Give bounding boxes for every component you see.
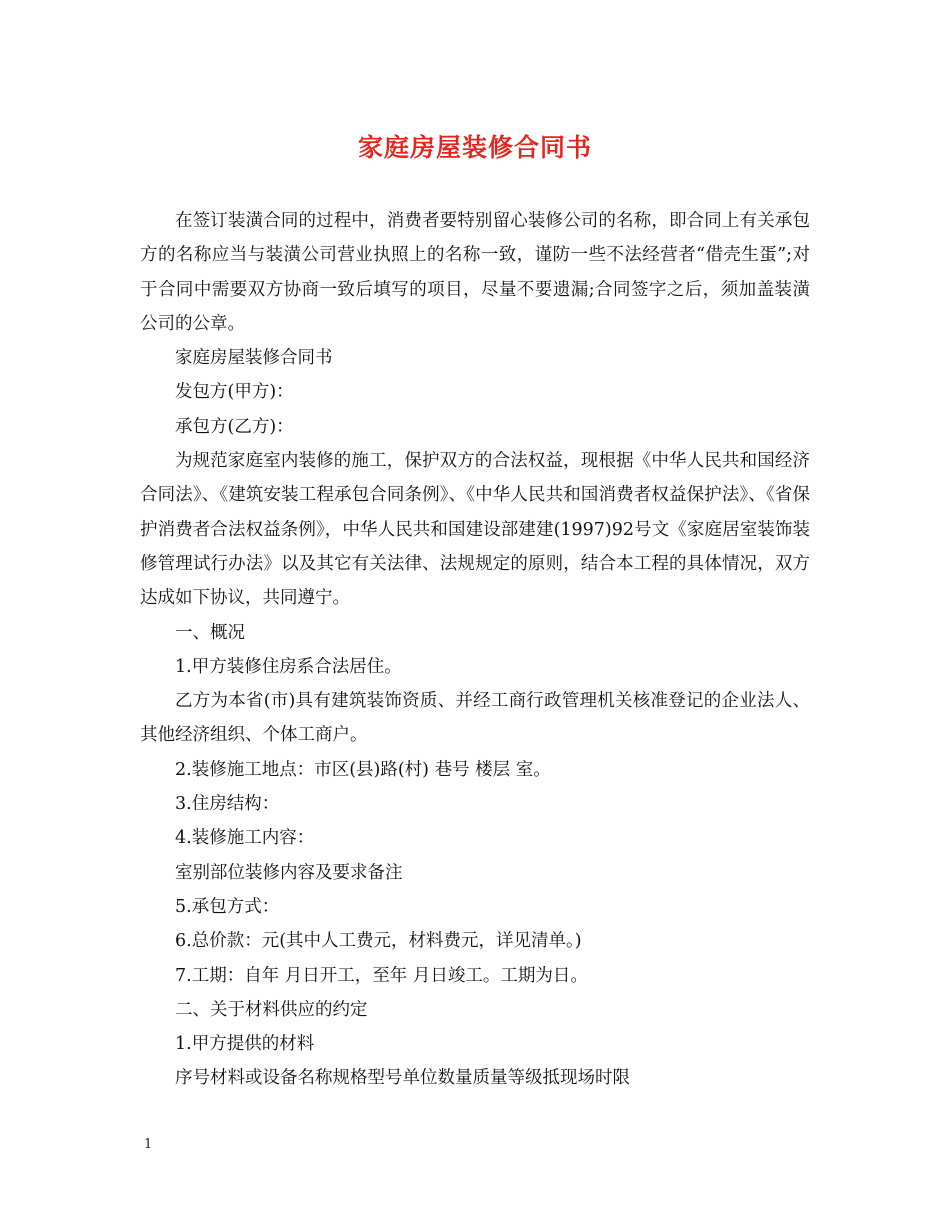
party-a-line: 发包方(甲方)： [175,382,294,403]
contract-heading: 家庭房屋装修合同书 [175,348,333,369]
document-title: 家庭房屋装修合同书 [357,133,592,162]
intro-paragraph: 在签订装潢合同的过程中，消费者要特别留心装修公司的名称，即合同上有关承包方的名称应当与装潢公司营业执照上的名称一致，谨防一些不法经营者“借壳生蛋”;对于合同中需要双方协商一致后填写的项目，尽量不要遗漏;合同签字之后，须加盖装潢公司的公章。 [140,211,810,334]
section-heading-materials: 二、关于材料供应的约定 [175,999,368,1020]
clause-5-method: 5.承包方式： [175,896,280,917]
page-number: 1 [144,1137,153,1152]
clause-4-content: 4.装修施工内容： [175,828,315,849]
clause-7-schedule: 7.工期：自年 月日开工，至年 月日竣工。工期为日。 [175,965,588,986]
materials-table-header: 序号材料或设备名称规格型号单位数量质量等级抵现场时限 [175,1068,630,1089]
party-b-line: 承包方(乙方)： [175,416,294,437]
party-b-qualification: 乙方为本省(市)具有建筑装饰资质、并经工商行政管理机关核准登记的企业法人、其他经济组织、个体工商户。 [140,691,810,746]
preamble-paragraph: 为规范家庭室内装修的施工，保护双方的合法权益，现根据《中华人民共和国经济合同法》、《建筑安装工程承包合同条例》、《中华人民共和国消费者权益保护法》、《省保护消费者合法权益条例》，中华人民共和国建设部建建(1997)92号文《家庭居室装饰装修管理试行办法》以及其它有关法律、法规规定的原则，结合本工程的具体情况，双方达成如下协议，共同遵宁。 [140,451,810,609]
clause-3-structure: 3.住房结构： [175,794,280,815]
document-body [140,204,810,1096]
clause-2-location: 2.装修施工地点：市区(县)路(村) 巷号 楼层 室。 [175,759,551,780]
clause-6-price: 6.总价款：元(其中人工费元，材料费元，详见清单。) [175,931,582,952]
clause-1: 1.甲方装修住房系合法居住。 [175,656,402,677]
section-heading-overview: 一、概况 [175,622,245,643]
content-table-header: 室别部位装修内容及要求备注 [175,862,403,883]
materials-clause-1: 1.甲方提供的材料 [175,1034,315,1055]
